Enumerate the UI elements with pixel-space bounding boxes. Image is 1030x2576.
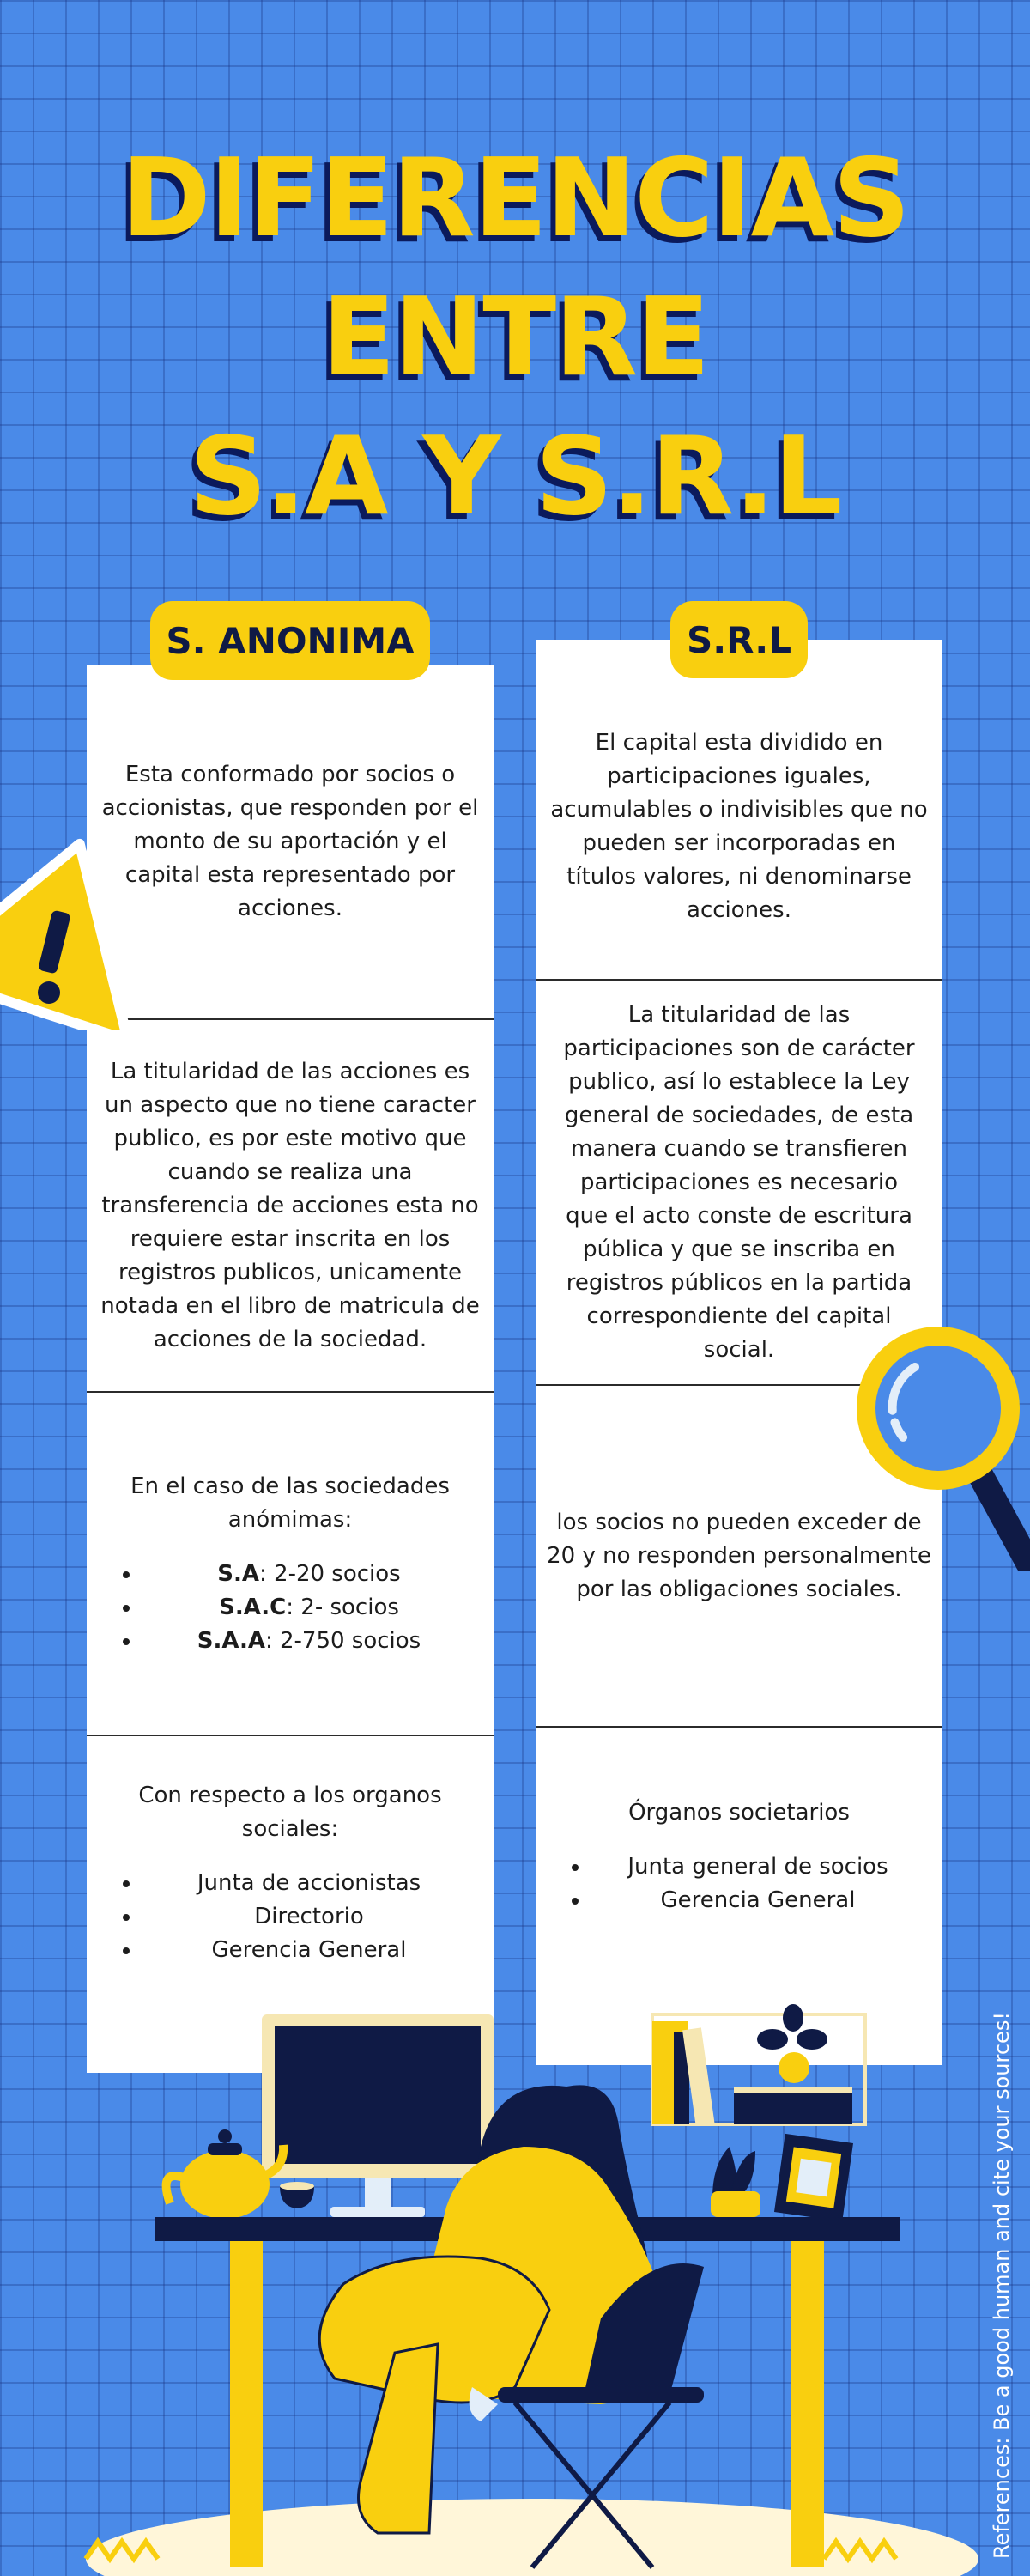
srl-row-organos bbox=[536, 1728, 942, 1985]
srl-row-organos-intro: Órganos societarios bbox=[628, 1800, 850, 1826]
srl-row-capital bbox=[536, 640, 942, 979]
sa-row-organos-intro: Con respecto a los organos sociales: bbox=[138, 1783, 442, 1842]
warning-icon bbox=[0, 824, 172, 1030]
srl-row-capital-text: El capital esta dividido en participaciones iguales, acumulables o indivisibles que no pueden ser incorporadas en títulos valores, ni denominarse acciones. bbox=[550, 729, 928, 923]
list-item: • S.A: 2-20 socios bbox=[142, 1558, 476, 1591]
magnifier-icon bbox=[848, 1314, 1030, 1571]
srl-row-socios-text: los socios no pueden exceder de 20 y no responden personalmente por las obligaciones sociales. bbox=[547, 1509, 931, 1602]
sa-row-organos bbox=[87, 1736, 494, 1994]
picture-frame-icon bbox=[774, 2134, 853, 2221]
list-item: • S.A.A: 2-750 socios bbox=[142, 1625, 476, 1658]
woman-at-desk-illustration bbox=[0, 1958, 1030, 2576]
list-item: • S.A.C: 2- socios bbox=[142, 1591, 476, 1625]
sa-row-titularidad bbox=[87, 1020, 494, 1391]
title-line-1: DIFERENCIAS bbox=[121, 135, 909, 261]
list-item: • Directorio bbox=[142, 1900, 476, 1934]
page-title bbox=[0, 129, 1030, 546]
list-item: • Junta general de socios bbox=[591, 1850, 925, 1884]
label-sa: S. ANONIMA bbox=[150, 601, 430, 680]
sa-row-capital-text: Esta conformado por socios o accionistas, que responden por el monto de su aportación y el capital esta representado por acciones. bbox=[101, 761, 479, 921]
sa-organos-list bbox=[104, 1867, 476, 1967]
list-item: • Gerencia General bbox=[591, 1884, 925, 1917]
srl-row-titularidad-text: La titularidad de las participaciones son de carácter publico, así lo establece la Ley general de sociedades, de esta manera cuando se transfieren participaciones es necesario que el acto conste de escritura pública y que se inscriba en registros públicos en la partida correspondiente del capital social. bbox=[563, 1001, 915, 1363]
srl-organos-list bbox=[553, 1850, 925, 1917]
title-line-2: ENTRE bbox=[321, 274, 709, 400]
references-note: References: Be a good human and cite your sources! bbox=[990, 2012, 1014, 2559]
list-item: • Gerencia General bbox=[142, 1934, 476, 1967]
sa-row-socios bbox=[87, 1393, 494, 1735]
title-line-3: S.A Y S.R.L bbox=[189, 413, 841, 539]
sa-socios-list bbox=[104, 1558, 476, 1658]
bookshelf-icon bbox=[652, 2014, 865, 2125]
sa-row-socios-intro: En el caso de las sociedades anómimas: bbox=[130, 1473, 450, 1533]
list-item: • Junta de accionistas bbox=[142, 1867, 476, 1900]
label-srl: S.R.L bbox=[670, 601, 808, 678]
sa-row-titularidad-text: La titularidad de las acciones es un aspecto que no tiene caracter publico, es por este motivo que cuando se realiza una transferencia de acciones esta no requiere estar inscrita en los registros publicos, unicamente notada en el libro de matricula de acciones de la sociedad. bbox=[100, 1058, 480, 1352]
